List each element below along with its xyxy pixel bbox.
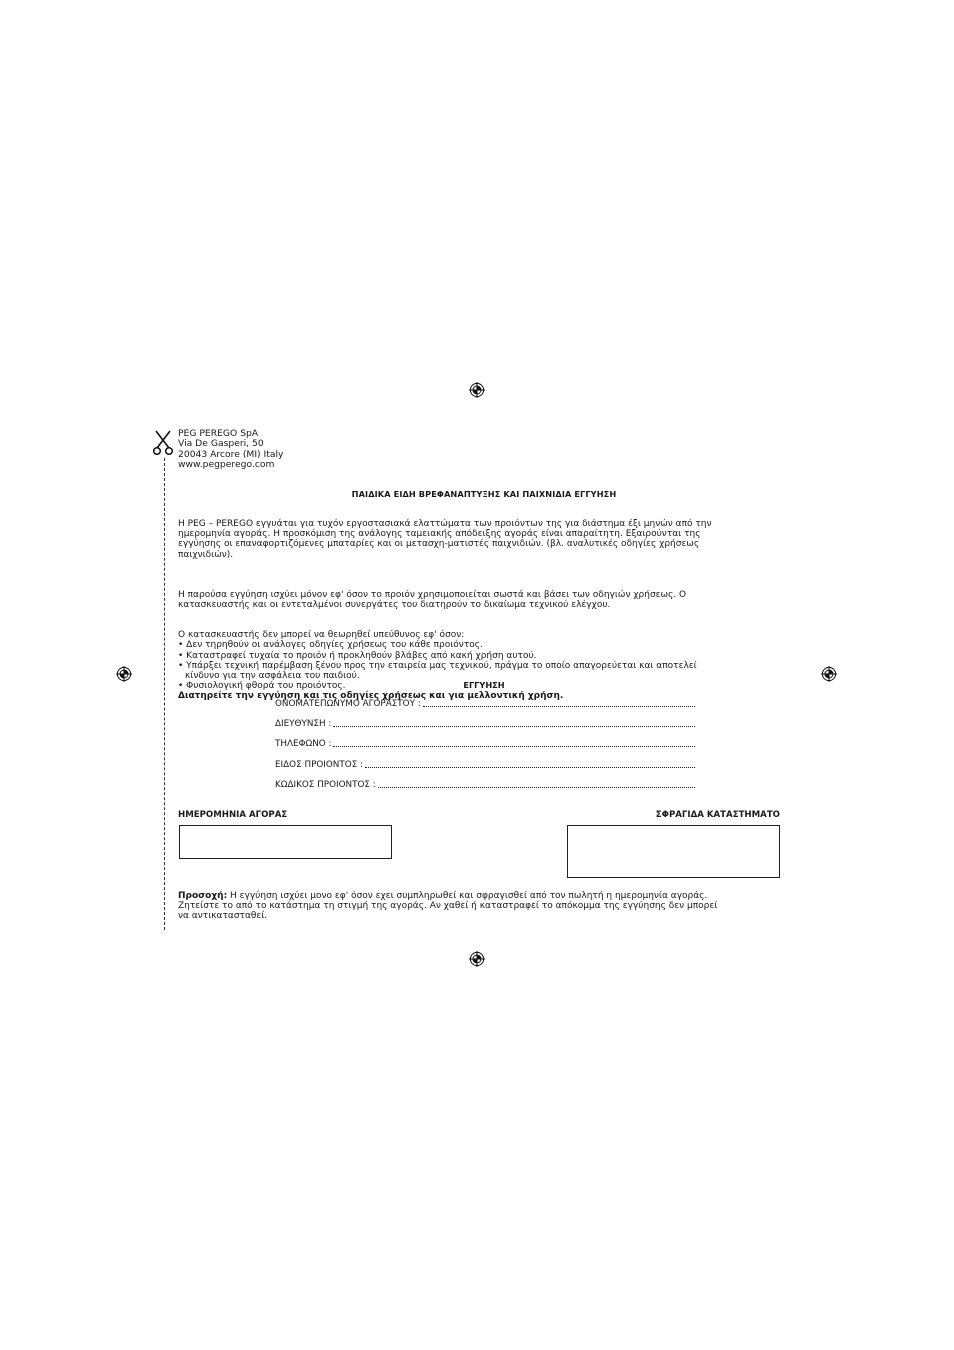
warranty-body xyxy=(178,509,782,702)
fill-line[interactable] xyxy=(333,719,695,727)
list-item: κίνδυνο για την ασφάλεια του παιδιού. xyxy=(185,671,360,682)
field-label: ΔΙΕΥΘΥΝΣΗ : xyxy=(275,719,332,729)
text-line: να αντικατασταθεί. xyxy=(178,911,268,922)
phone-field[interactable] xyxy=(275,739,695,749)
buyer-name-field[interactable] xyxy=(275,699,695,709)
text-line: Η παρούσα εγγύηση ισχύει μόνον εφ' όσον το προιόν χρησιμοποιείται σωστά και βάσει των οδηγιών χρήσεως. Ο xyxy=(178,589,687,600)
text-line: ημερομηνία αγοράς. Η προσκόμιση της ανάλογης ταμειακής απόδειξης αγοράς είναι απαραίτητη. Εξαιρούνται της xyxy=(178,529,701,540)
company-address xyxy=(178,429,284,471)
list-item: • Φυσιολογική φθορά του προιόντος. xyxy=(178,681,346,692)
company-street: Via De Gasperi, 50 xyxy=(178,438,264,450)
form-title: ΕΓΓΥΗΣΗ xyxy=(463,680,505,690)
field-label: ΤΗΛΕΦΩΝΟ : xyxy=(275,739,332,749)
company-web: www.pegperego.com xyxy=(178,459,275,471)
text-line: κατασκευαστής και οι εντεταλμένοι συνεργάτες του διατηρούν το δικαίωμα τεχνικού ελέγχου. xyxy=(178,600,611,611)
field-label: ΕΙΔΟΣ ΠΡΟΙΟΝΤΟΣ : xyxy=(275,760,364,770)
registration-mark-icon xyxy=(116,666,132,682)
list-item: • Δεν τηρηθούν οι ανάλογες οδηγίες χρήσεως του κάθε προιόντος. xyxy=(178,640,483,651)
registration-mark-icon xyxy=(469,951,485,967)
text-line: Ζητείστε το από το κατάστημα τη στιγμή της αγοράς. Αν χαθεί ή καταστραφεί το απόκομμα της εγγύησης δεν μπορεί xyxy=(178,901,718,912)
address-field[interactable] xyxy=(275,719,695,729)
exclusions-intro: Ο κατασκευαστής δεν μπορεί να θεωρηθεί υπεύθυνος εφ' όσον: xyxy=(178,630,465,641)
scissors-icon xyxy=(152,430,174,456)
store-stamp-label: ΣΦΡΑΓΙΔΑ ΚΑΤΑΣΤΗΜΑΤΟ xyxy=(655,810,780,820)
list-item: • Υπάρξει τεχνική παρέμβαση ξένου προς την εταιρεία μας τεχνικού, πράγμα το οποίο απαγορεύεται και αποτελεί xyxy=(178,660,697,671)
purchase-date-box[interactable] xyxy=(179,825,392,859)
attention-prefix: Προσοχή: xyxy=(178,891,228,901)
product-code-field[interactable] xyxy=(275,780,695,790)
field-label: ΚΩΔΙΚΟΣ ΠΡΟΙΟΝΤΟΣ : xyxy=(275,780,376,790)
text-line: εγγύησης οι επαναφορτιζόμενες μπαταρίες και οι μετασχη-ματιστές παιχνιδιών. (βλ. αναλυτικές οδηγίες χρήσεως xyxy=(178,539,700,550)
fill-line[interactable] xyxy=(423,699,695,707)
text-line: Η PEG – PEREGO εγγυάται για τυχόν εργοστασιακά ελαττώματα των προιόντων της για διάστημα έξι μηνών από την xyxy=(178,519,712,529)
company-name: PEG PEREGO SpA xyxy=(178,428,259,439)
company-city: 20043 Arcore (MI) Italy xyxy=(178,448,284,460)
fill-line[interactable] xyxy=(333,739,695,747)
registration-mark-icon xyxy=(469,382,485,398)
registration-mark-icon xyxy=(821,666,837,682)
cut-line xyxy=(164,458,165,930)
attention-note xyxy=(178,891,784,922)
warranty-heading: ΠΑΙΔΙΚΑ ΕΙΔΗ ΒΡΕΦΑΝΑΠΤΥΞΗΣ ΚΑΙ ΠΑΙΧΝΙΔΙΑ ΕΓΓΥΗΣΗ xyxy=(351,489,617,499)
exclusions-list xyxy=(178,630,782,701)
fill-line[interactable] xyxy=(378,780,695,788)
text-line: παιχνιδιών). xyxy=(178,549,234,560)
fill-line[interactable] xyxy=(365,760,695,768)
store-stamp-box[interactable] xyxy=(567,825,780,878)
list-item: • Καταστραφεί τυχαία το προιόν ή προκληθούν βλάβες από κακή χρήση αυτού. xyxy=(178,650,537,661)
keep-notice: Διατηρείτε την εγγύηση και τις οδηγίες χρήσεως και για μελλοντική χρήση. xyxy=(178,691,564,702)
text-line: Η εγγύηση ισχύει μονο εφ' όσον εχει συμπληρωθεί και σφραγισθεί από τον πωλητή η ημερομηνία αγοράς. xyxy=(227,891,708,901)
purchase-date-label: ΗΜΕΡΟΜΗΝΙΑ ΑΓΟΡΑΣ xyxy=(178,810,288,820)
product-type-field[interactable] xyxy=(275,760,695,770)
field-label: ΟΝΟΜΑΤΕΠΩΝΥΜΟ ΑΓΟΡΑΣΤΟΥ : xyxy=(275,699,421,709)
